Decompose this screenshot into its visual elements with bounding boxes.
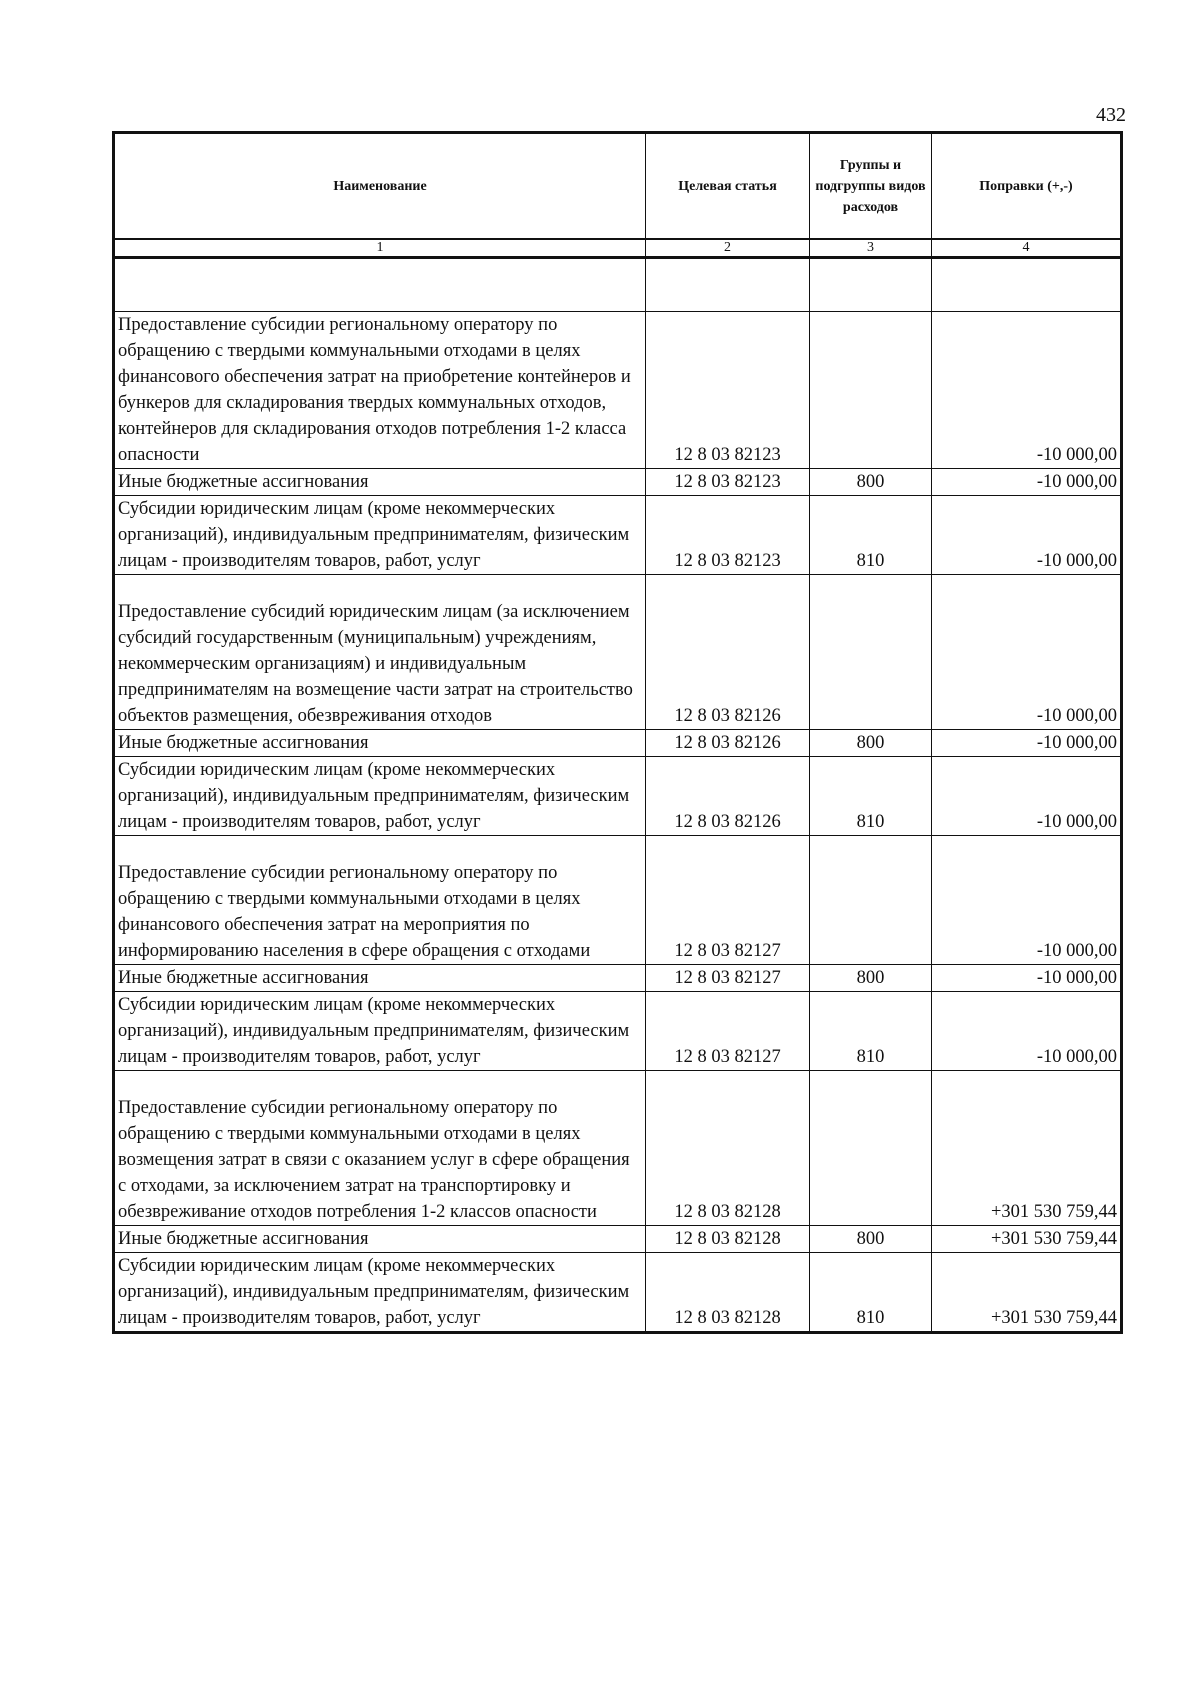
row-target-article: 12 8 03 82128 [646,1071,810,1226]
row-target-article: 12 8 03 82123 [646,496,810,575]
row-name: Предоставление субсидий юридическим лицам (за исключением субсидий государственным (муниципальным) учреждениям, некоммерческим организациям) и индивидуальным предпринимателям на возмещение части затрат на строительство объектов размещения, обезвреживания отходов [114,575,646,730]
row-amendment-amount: +301 530 759,44 [932,1226,1122,1253]
column-number: 4 [932,239,1122,258]
row-target-article: 12 8 03 82123 [646,469,810,496]
row-expense-group: 800 [810,469,932,496]
row-name: Иные бюджетные ассигнования [114,730,646,757]
row-target-article: 12 8 03 82127 [646,836,810,965]
table-row [114,1226,1122,1253]
column-number: 2 [646,239,810,258]
row-name: Предоставление субсидии региональному оператору по обращению с твердыми коммунальными отходами в целях возмещения затрат в связи с оказанием услуг в сфере обращения с отходами, за исключением затрат на транспортировку и обезвреживание отходов потребления 1-2 классов опасности [114,1071,646,1226]
row-amendment-amount: -10 000,00 [932,965,1122,992]
spacer-cell [114,258,646,312]
spacer-row [114,258,1122,312]
row-name: Предоставление субсидии региональному оператору по обращению с твердыми коммунальными отходами в целях финансового обеспечения затрат на приобретение контейнеров и бункеров для складирования твердых коммунальных отходов, контейнеров для складирования отходов потребления 1-2 класса опасности [114,312,646,469]
row-expense-group [810,1071,932,1226]
row-target-article: 12 8 03 82127 [646,992,810,1071]
table-row [114,992,1122,1071]
row-amendment-amount: -10 000,00 [932,469,1122,496]
row-expense-group [810,836,932,965]
table-row [114,965,1122,992]
table-row [114,836,1122,965]
row-expense-group: 810 [810,496,932,575]
row-amendment-amount: -10 000,00 [932,836,1122,965]
row-target-article: 12 8 03 82123 [646,312,810,469]
row-expense-group: 800 [810,730,932,757]
table-row [114,757,1122,836]
spacer-cell [646,258,810,312]
table-row [114,730,1122,757]
header-target-article: Целевая статья [646,133,810,240]
row-expense-group: 800 [810,1226,932,1253]
row-name: Субсидии юридическим лицам (кроме некоммерческих организаций), индивидуальным предпринимателям, физическим лицам - производителям товаров, работ, услуг [114,496,646,575]
spacer-cell [810,258,932,312]
table-row [114,1253,1122,1333]
row-amendment-amount: -10 000,00 [932,496,1122,575]
table-row [114,469,1122,496]
row-amendment-amount: -10 000,00 [932,312,1122,469]
page-number: 432 [1096,104,1126,126]
row-target-article: 12 8 03 82128 [646,1226,810,1253]
row-name: Иные бюджетные ассигнования [114,965,646,992]
row-target-article: 12 8 03 82127 [646,965,810,992]
column-number: 1 [114,239,646,258]
header-amendments: Поправки (+,-) [932,133,1122,240]
row-target-article: 12 8 03 82126 [646,757,810,836]
row-name: Субсидии юридическим лицам (кроме некоммерческих организаций), индивидуальным предпринимателям, физическим лицам - производителям товаров, работ, услуг [114,992,646,1071]
row-target-article: 12 8 03 82126 [646,730,810,757]
row-expense-group [810,575,932,730]
row-expense-group: 810 [810,757,932,836]
row-name: Предоставление субсидии региональному оператору по обращению с твердыми коммунальными отходами в целях финансового обеспечения затрат на мероприятия по информированию населения в сфере обращения с отходами [114,836,646,965]
row-expense-group: 800 [810,965,932,992]
table-row [114,312,1122,469]
table-row [114,575,1122,730]
row-target-article: 12 8 03 82128 [646,1253,810,1333]
row-name: Иные бюджетные ассигнования [114,469,646,496]
table-row [114,496,1122,575]
row-name: Субсидии юридическим лицам (кроме некоммерческих организаций), индивидуальным предпринимателям, физическим лицам - производителям товаров, работ, услуг [114,1253,646,1333]
column-number-row [114,239,1122,258]
row-amendment-amount: +301 530 759,44 [932,1253,1122,1333]
row-name: Иные бюджетные ассигнования [114,1226,646,1253]
column-number: 3 [810,239,932,258]
spacer-cell [932,258,1122,312]
row-amendment-amount: -10 000,00 [932,575,1122,730]
header-expense-groups: Группы и подгруппы видов расходов [810,133,932,240]
row-expense-group: 810 [810,992,932,1071]
row-name: Субсидии юридическим лицам (кроме некоммерческих организаций), индивидуальным предпринимателям, физическим лицам - производителям товаров, работ, услуг [114,757,646,836]
row-expense-group: 810 [810,1253,932,1333]
header-name: Наименование [114,133,646,240]
row-amendment-amount: +301 530 759,44 [932,1071,1122,1226]
row-target-article: 12 8 03 82126 [646,575,810,730]
row-amendment-amount: -10 000,00 [932,757,1122,836]
table-row [114,1071,1122,1226]
row-amendment-amount: -10 000,00 [932,992,1122,1071]
budget-table [112,131,1123,1334]
row-amendment-amount: -10 000,00 [932,730,1122,757]
row-expense-group [810,312,932,469]
header-row [114,133,1122,240]
